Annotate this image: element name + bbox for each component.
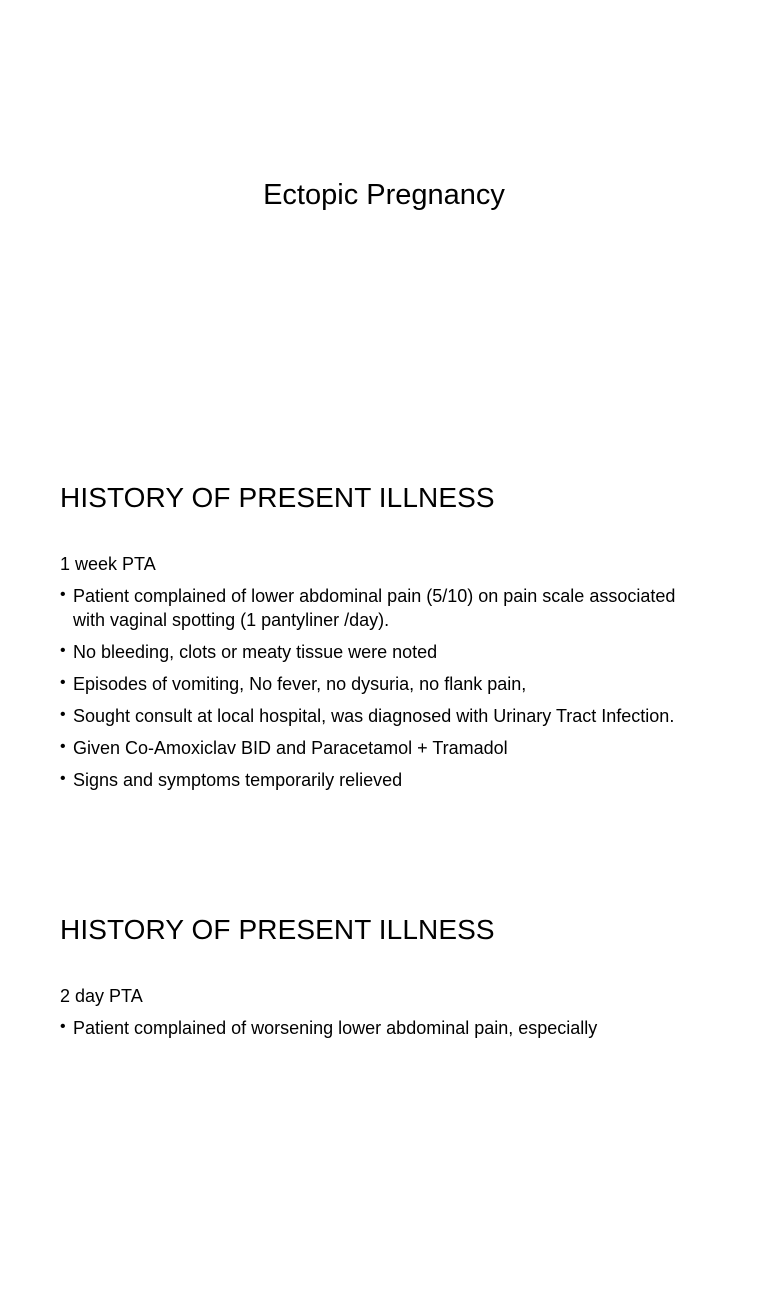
section-heading: HISTORY OF PRESENT ILLNESS [60, 482, 495, 513]
slide-title: Ectopic Pregnancy [263, 179, 505, 211]
bullet-text: Sought consult at local hospital, was diagnosed with Urinary Tract Infection. [73, 706, 675, 726]
bullet-text: Patient complained of worsening lower abdominal pain, especially [73, 1018, 598, 1038]
bullet-item [60, 736, 700, 760]
timeframe-label: 1 week PTA [60, 554, 156, 574]
bullet-list [60, 1016, 700, 1048]
bullet-text: Patient complained of lower abdominal pain (5/10) on pain scale associated with vaginal spotting (1 pantyliner /day). [73, 586, 676, 630]
bullet-icon: • [60, 770, 66, 787]
bullet-item [60, 768, 700, 792]
hpi-slide-2 [0, 864, 768, 1296]
bullet-text: Episodes of vomiting, No fever, no dysuria, no flank pain, [73, 674, 527, 694]
bullet-item [60, 672, 700, 696]
bullet-icon: • [60, 642, 66, 659]
hpi-slide-1 [0, 432, 768, 864]
bullet-icon: • [60, 586, 66, 603]
bullet-icon: • [60, 1018, 66, 1035]
bullet-item [60, 1016, 700, 1040]
bullet-icon: • [60, 738, 66, 755]
title-slide [0, 0, 768, 432]
timeframe-label: 2 day PTA [60, 986, 143, 1006]
bullet-item [60, 584, 700, 632]
bullet-icon: • [60, 674, 66, 691]
bullet-text: Signs and symptoms temporarily relieved [73, 770, 403, 790]
bullet-text: Given Co-Amoxiclav BID and Paracetamol + Tramadol [73, 738, 508, 758]
bullet-icon: • [60, 706, 66, 723]
bullet-item [60, 704, 700, 728]
section-heading: HISTORY OF PRESENT ILLNESS [60, 914, 495, 945]
bullet-list [60, 584, 700, 800]
bullet-text: No bleeding, clots or meaty tissue were noted [73, 642, 438, 662]
bullet-item [60, 640, 700, 664]
